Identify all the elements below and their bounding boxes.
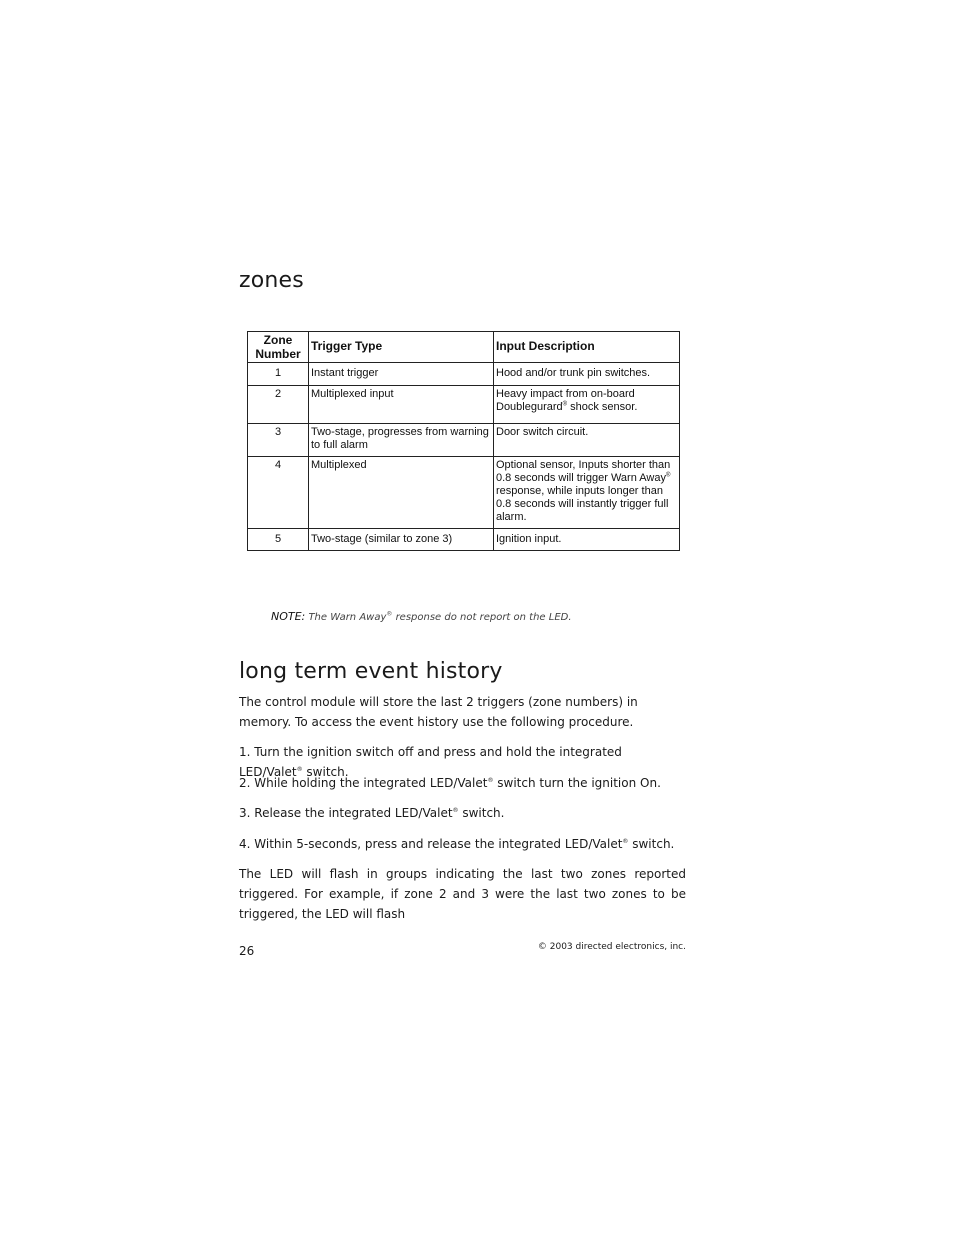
zones-table — [247, 331, 680, 551]
zone-number-cell: 2 — [248, 386, 309, 424]
step-text: switch. — [458, 806, 505, 820]
trigger-type-cell: Two-stage, progresses from warning to full alarm — [309, 424, 494, 457]
step-text: 4. Within 5-seconds, press and release the integrated LED/Valet — [239, 837, 623, 851]
section-title: long term event history — [239, 659, 503, 684]
step-4 — [239, 834, 686, 854]
table-header-row — [248, 332, 680, 363]
step-text: 3. Release the integrated LED/Valet — [239, 806, 453, 820]
table-row — [248, 529, 680, 551]
registered-mark: ® — [562, 401, 568, 408]
header-input-description: Input Description — [494, 332, 680, 363]
zone-number-cell: 4 — [248, 457, 309, 529]
input-description-cell — [494, 457, 680, 529]
zone-number-cell: 1 — [248, 363, 309, 386]
intro-paragraph: The control module will store the last 2 triggers (zone numbers) in memory. To access the event history use the following procedure. — [239, 695, 638, 729]
step-3 — [239, 803, 686, 823]
registered-mark: ® — [386, 610, 393, 618]
table-row — [248, 386, 680, 424]
step-2 — [239, 773, 686, 793]
trigger-type-cell: Instant trigger — [309, 363, 494, 386]
registered-mark: ® — [452, 807, 459, 814]
step-text: switch. — [628, 837, 675, 851]
step-text: switch. — [302, 765, 349, 779]
input-description-cell — [494, 386, 680, 424]
step-text: 1. Turn the ignition switch off and press and hold the integrated LED/Valet — [239, 745, 622, 779]
copyright-notice: © 2003 directed electronics, inc. — [537, 942, 686, 952]
table-row — [248, 363, 680, 386]
header-zone-line2: Number — [255, 347, 301, 361]
step-text: 2. While holding the integrated LED/Valet — [239, 776, 488, 790]
header-zone-line1: Zone — [263, 333, 293, 347]
input-description-cell: Hood and/or trunk pin switches. — [494, 363, 680, 386]
input-description-text: Optional sensor, Inputs shorter than 0.8 seconds will trigger Warn Away — [496, 459, 671, 484]
zone-number-cell: 3 — [248, 424, 309, 457]
page-number: 26 — [239, 944, 255, 958]
registered-mark: ® — [622, 838, 629, 845]
registered-mark: ® — [665, 472, 671, 479]
input-description-text: shock sensor. — [567, 401, 638, 413]
trigger-type-cell: Multiplexed input — [309, 386, 494, 424]
step-text: switch turn the ignition On. — [493, 776, 661, 790]
table-row — [248, 424, 680, 457]
note-label: NOTE: — [271, 610, 306, 623]
zone-number-cell: 5 — [248, 529, 309, 551]
note-text: response do not report on the LED. — [392, 612, 572, 623]
input-description-cell: Ignition input. — [494, 529, 680, 551]
trigger-type-cell: Multiplexed — [309, 457, 494, 529]
table-row — [248, 457, 680, 529]
warn-away-note — [271, 610, 572, 623]
trigger-type-cell: Two-stage (similar to zone 3) — [309, 529, 494, 551]
note-text: The Warn Away — [305, 612, 387, 623]
header-zone-number — [248, 332, 309, 363]
registered-mark: ® — [296, 766, 303, 773]
input-description-text: Heavy impact from on-board Doublegurard — [496, 388, 635, 413]
input-description-cell: Door switch circuit. — [494, 424, 680, 457]
closing-paragraph: The LED will flash in groups indicating the last two zones reported triggered. For example, if zone 2 and 3 were the last two zones to be triggered, the LED will flash — [239, 867, 686, 921]
header-trigger-type: Trigger Type — [309, 332, 494, 363]
page-title: zones — [239, 268, 304, 293]
registered-mark: ® — [487, 777, 494, 784]
input-description-text: response, while inputs longer than 0.8 seconds will instantly trigger full alarm. — [496, 485, 669, 523]
